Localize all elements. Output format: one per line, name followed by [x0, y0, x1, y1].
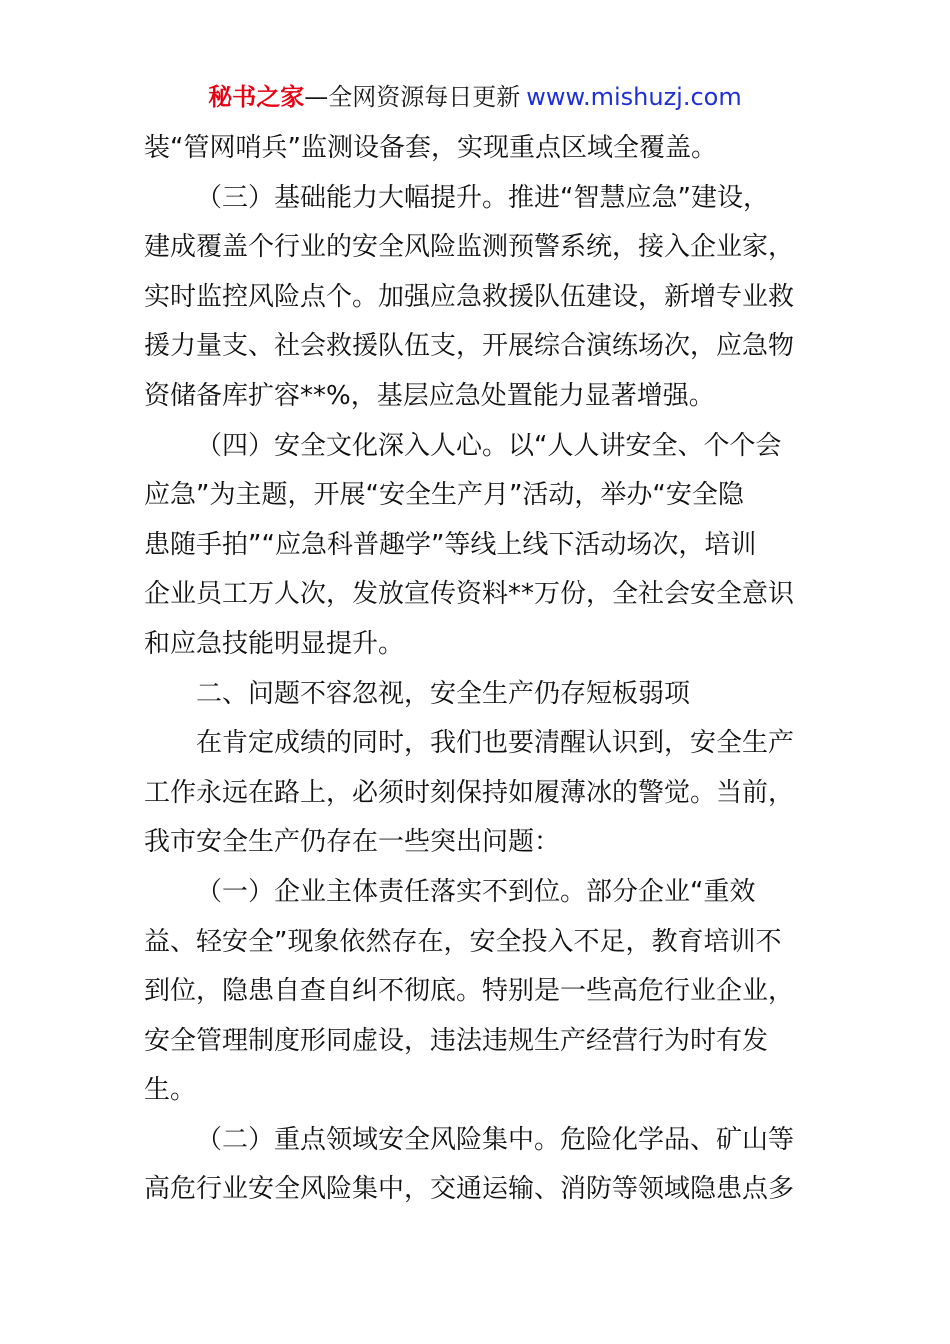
text-line: 资储备库扩容**%，基层应急处置能力显著增强。	[144, 380, 715, 411]
section-heading: （二）重点领域安全风险集中。危险化学品、矿山等	[196, 1124, 795, 1155]
text-line: 在肯定成绩的同时，我们也要清醒认识到，安全生产	[196, 728, 795, 759]
text-line: 建成覆盖个行业的安全风险监测预警系统，接入企业家，	[144, 232, 795, 263]
text-line: 实时监控风险点个。加强应急救援队伍建设，新增专业救	[144, 281, 795, 312]
text-line: 企业员工万人次，发放宣传资料**万份，全社会安全意识	[144, 579, 795, 610]
section-heading: （一）企业主体责任落实不到位。部分企业“重效	[196, 876, 756, 907]
brand-name: 秘书之家	[208, 83, 305, 111]
text-line: 工作永远在路上，必须时刻保持如履薄冰的警觉。当前，	[144, 777, 795, 808]
text-line: 我市安全生产仍存在一些突出问题：	[144, 827, 561, 858]
section-heading: （三）基础能力大幅提升。推进“智慧应急”建设，	[196, 182, 769, 213]
text-line: 生。	[144, 1075, 197, 1106]
text-line: 安全管理制度形同虚设，违法违规生产经营行为时有发	[144, 1025, 769, 1056]
text-line: 患随手拍”“应急科普趣学”等线上线下活动场次，培训	[144, 529, 757, 560]
text-line: 应急”为主题，开展“安全生产月”活动，举办“安全隐	[144, 480, 744, 511]
text-line: 装“管网哨兵”监测设备套，实现重点区域全覆盖。	[144, 133, 717, 163]
page-header	[0, 80, 950, 114]
text-line: 到位，隐患自查自纠不彻底。特别是一些高危行业企业，	[144, 976, 795, 1007]
text-line: 援力量支、社会救援队伍支，开展综合演练场次，应急物	[144, 331, 795, 362]
section-heading: （四）安全文化深入人心。以“人人讲安全、个个会	[196, 430, 782, 461]
document-body	[144, 124, 812, 1215]
chapter-heading: 二、问题不容忽视，安全生产仍存短板弱项	[196, 678, 691, 709]
text-line: 和应急技能明显提升。	[144, 628, 405, 659]
site-url-link[interactable]: www.mishuzj.com	[526, 83, 742, 111]
text-line: 高危行业安全风险集中，交通运输、消防等领域隐患点多	[144, 1174, 795, 1205]
text-line: 益、轻安全”现象依然存在，安全投入不足，教育培训不	[144, 926, 782, 957]
header-tagline: —全网资源每日更新	[304, 83, 521, 111]
